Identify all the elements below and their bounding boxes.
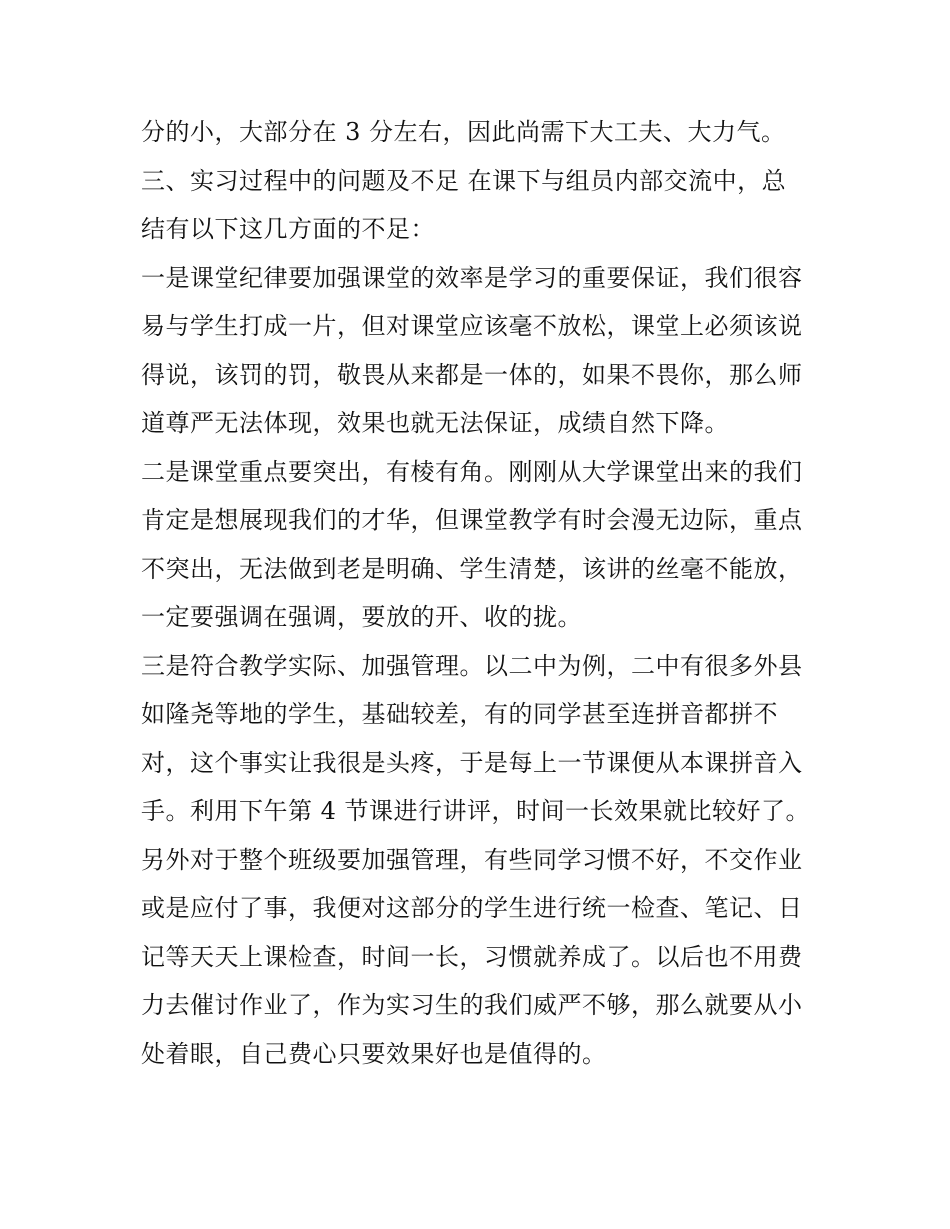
- text-line: 对，这个事实让我很是头疼，于是每上一节课便从本课拼音入: [141, 748, 803, 777]
- text-line: 三、实习过程中的问题及不足 在课下与组员内部交流中，总: [141, 166, 787, 195]
- text-line: 另外对于整个班级要加强管理，有些同学习惯不好，不交作业: [141, 845, 803, 874]
- text-line: 道尊严无法体现，效果也就无法保证，成绩自然下降。: [141, 409, 729, 437]
- text-line: 一定要强调在强调，要放的开、收的拢。: [141, 603, 582, 631]
- text-line: 分的小，大部分在 3 分左右，因此尚需下大工夫、大力气。: [141, 118, 786, 146]
- text-line: 记等天天上课检查，时间一长，习惯就养成了。以后也不用费: [141, 942, 803, 971]
- text-line: 肯定是想展现我们的才华，但课堂教学有时会漫无边际，重点: [141, 506, 803, 534]
- text-line: 三是符合教学实际、加强管理。以二中为例，二中有很多外县: [141, 651, 803, 680]
- text-line: 如隆尧等地的学生，基础较差，有的同学甚至连拼音都拼不: [141, 700, 778, 728]
- text-line: 不突出，无法做到老是明确、学生清楚，该讲的丝毫不能放，: [141, 554, 803, 583]
- text-line: 得说，该罚的罚，敬畏从来都是一体的，如果不畏你，那么师: [141, 360, 803, 389]
- body-text: [141, 108, 821, 1078]
- text-line: 手。利用下午第 4 节课进行讲评，时间一长效果就比较好了。: [141, 797, 811, 825]
- text-line: 或是应付了事，我便对这部分的学生进行统一检查、笔记、日: [141, 894, 803, 922]
- text-line: 处着眼，自己费心只要效果好也是值得的。: [141, 1039, 607, 1068]
- text-line: 二是课堂重点要突出，有棱有角。刚刚从大学课堂出来的我们: [141, 457, 803, 486]
- text-line: 易与学生打成一片，但对课堂应该毫不放松，课堂上必须该说: [141, 312, 803, 340]
- text-line: 结有以下这几方面的不足：: [141, 215, 435, 243]
- text-line: 一是课堂纪律要加强课堂的效率是学习的重要保证，我们很容: [141, 263, 803, 292]
- text-line: 力去催讨作业了，作为实习生的我们威严不够，那么就要从小: [141, 991, 803, 1019]
